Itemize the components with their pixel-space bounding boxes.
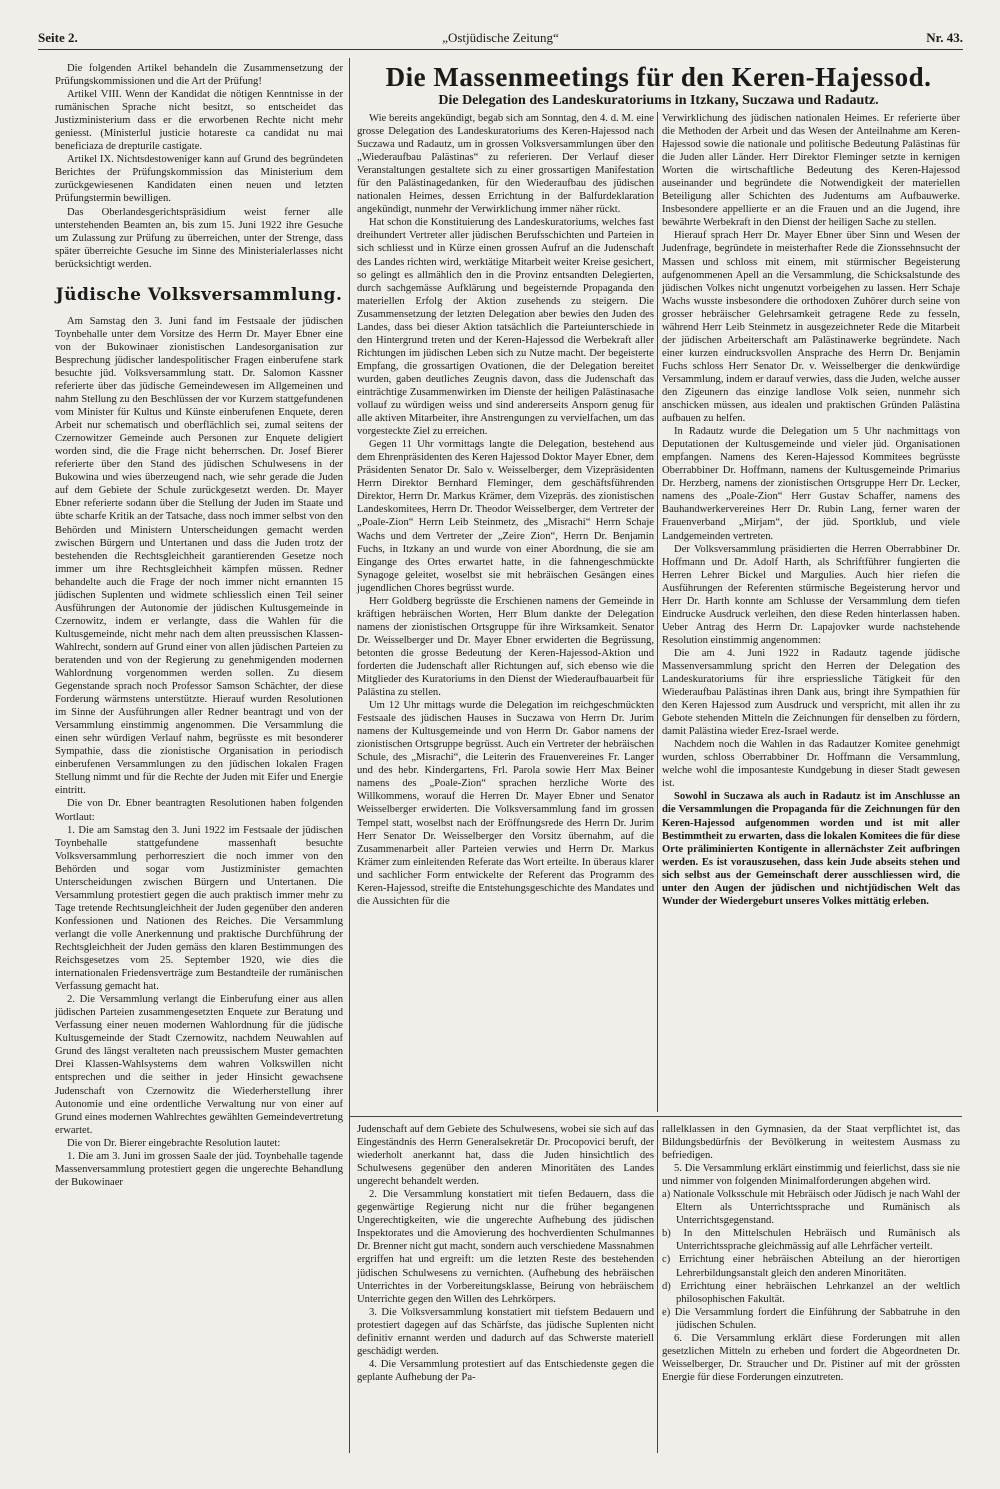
- paragraph: Die am 4. Juni 1922 in Radautz tagende jüdische Massenversammlung spricht den Herren der Delegation des Landeskuratoriums für ihre erspriessliche Tätigkeit für den Wiederaufbau Palästinas ihren Dank aus, bringt ihre Sympathien für den Keren Hajessod zum Ausdruck und verspricht, mit allen ihr zu Gebote stehenden Mitteln die Zeichnungen für denselben zu fördern, damit Palästina wieder Erez-Israel werde.: [662, 647, 960, 738]
- paragraph: In Radautz wurde die Delegation um 5 Uhr nachmittags von Deputationen der Kultusgemeinde und vieler jüd. Organisationen empfangen. Namens des Keren-Hajessod Kommitees begrüsste Oberrabbiner Dr. Hoffmann, namens der Kultusgemeinde Primarius Dr. Herzberg, namens der zionistischen Ortsgruppe Herr Dr. Lecker, namens des „Poale-Zion“ Herr Gustav Schaffer, namens des Bauhandwerkervereines Herr Dr. Rubin Lang, ferner waren der Frauenverband „Mirjam“, der jüd. Sportklub, und viele Landgemeinden vertreten.: [662, 426, 960, 542]
- paragraph: Um 12 Uhr mittags wurde die Delegation im reichgeschmückten Festsaale des jüdischen Hauses in Suczawa von Herrn Dr. Jurim namens der Kultusgemeinde und von Herrn Dr. Gabor namens der zionistischen Ortsgruppe begrüsst. Auch ein Vertreter der hebräischen Schule, des „Misrachi“, die Leiterin des Frauenvereines Fr. Langer und des hebr. Kindergartens, Frl. Parola sowie Herr Max Beiner namens des „Poale-Zion“ sprachen herzliche Worte des Willkommens, worauf die Herren Dr. Mayer Ebner und Senator Weisselberger erwiderten. Die Volksversammlung fand im grossen Tempel statt, woselbst nach der Eröffnungsrede des Herrn Dr. Jurim Herr Senator Dr. Weisselberger den Vorsitz übernahm, auf die Zusammenarbeit aller Parteien verwies und Herrn Dr. Markus Krämer zum einleitenden Referate das Wort erteilte. In überaus klarer und sachlicher Form entwickelte der Referent das Programm des Keren-Hajessod, streifte die Entstehungsgeschichte des Mandates und die Aussichten für die: [357, 700, 654, 907]
- demands-list: [662, 1188, 960, 1332]
- paragraph: Verwirklichung des jüdischen nationalen Heimes. Er referierte über die Methoden der Arbeit und das Wesen der Anteilnahme am Keren-Hajessod sowie die nationale und politische Bedeutung Palästinas für die Juden aller Länder. Herr Direktor Fleminger setzte in kernigen Worten die wirtschaftliche Bedeutung des Keren-Hajessod auseinander und begründete die Notwendigkeit der materiellen Beteiligung aller Schichten des Judentums am Aufbauwerke. Insbesondere appellierte er an die Frauen und an die Jugend, ihre bewährte Werbekraft in den Dienst der heiligen Sache zu stellen.: [662, 113, 960, 229]
- paragraph: Das Oberlandesgerichtspräsidium weist ferner alle unterstehenden Beamten an, bis zum 15. Juni 1922 ihre Gesuche um Zulassung zur Prüfung zu überreichen, unter der Strenge, dass später überreichte Gesuche im Sinne des Ministerialerlasses nicht berücksichtigt werden.: [55, 206, 343, 270]
- paragraph: 2. Die Versammlung verlangt die Einberufung einer aus allen jüdischen Parteien zusammengesetzten Enquete zur Beratung und Verfassung einer neuen modernen Wahlordnung für die jüdische Kultusgemeinde der Stadt Czernowitz, nachdem Neuwahlen auf Grund des längst veralteten nach preussischem Muster gemachten Drei Klassen-Wahlsystems dem wahren Volkswillen nicht entsprechen und die seither in jeder Hinsicht gewachsene Judenschaft von Czernowitz die Wiederherstellung ihrer Autonomie und eine ordentliche Verwaltung nur von einer auf Grund eines modernen Wahlrechtes gewählten Gemeindevertretung erwartet.: [55, 994, 343, 1136]
- paragraph: Gegen 11 Uhr vormittags langte die Delegation, bestehend aus dem Ehrenpräsidenten des Keren Hajessod Doktor Mayer Ebner, dem Präsidenten Senator Dr. Salo v. Weisselberger, dem Vizepräsidenten Herrn Direktor Bernhard Fleminger, dem geschäftsführenden Direktor, Herrn Dr. Markus Krämer, dem Vizepräs. des zionistischen Landeskomitees, Herrn Dr. Theodor Weisselberger, dem Vertreter der „Poale-Zion“ Herrn Leib Steinmetz, des „Misrachi“ Herrn Schaje Wachs und dem Vertreter der „Zeire Zion“, Herrn Dr. Benjamin Fuchs, in Itzkany an und wurde von einer Abordnung, die sie am Eingange des Ortes erwartet hatte, in die fahnengeschmückte Synagoge geleitet, woselbst sie mit hebräischen Gesängen eines jugendlichen Chores begrüsst wurde.: [357, 439, 654, 594]
- paragraph: Nachdem noch die Wahlen in das Radautzer Komitee genehmigt wurden, schloss Oberrabbiner Dr. Hoffmann die Versammlung, welche wohl die imposanteste Kundgebung in dieser Stadt gewesen ist.: [662, 739, 960, 790]
- page-header: [38, 30, 963, 50]
- list-item: a) Nationale Volksschule mit Hebräisch oder Jüdisch je nach Wahl der Eltern als Unterrichtssprache und Rumänisch als Unterrichtsgegenstand.: [662, 1189, 960, 1227]
- header-rule: [38, 49, 963, 50]
- column-divider-right-lower: [657, 1120, 658, 1453]
- paragraph: Sowohl in Suczawa als auch in Radautz ist im Anschlusse an die Versammlungen die Propaganda für die Zeichnungen für den Keren-Hajessod aufgenommen worden und ist mit aller Bestimmtheit zu erwarten, dass die lokalen Komitees die für diese Orte präliminierten Kontigente in allernächster Zeit aufbringen werden. Es ist vorauszusehen, dass kein Jude abseits stehen und sich selbst aus der Gemeinschaft derer ausschliessen wird, die unter den Augen der jüdischen und nichtjüdischen Welt das Wunder der Wiedergeburt unseres Volkes mittätig erleben.: [662, 791, 960, 907]
- column-2-lower: [357, 1123, 654, 1384]
- list-item: e) Die Versammlung fordert die Einführung der Sabbatruhe in den jüdischen Schulen.: [662, 1306, 960, 1331]
- paragraph: Der Volksversammlung präsidierten die Herren Oberrabbiner Dr. Hoffmann und Dr. Adolf Harth, als Schriftführer fungierten die Herren Lehrer Bickel und Margulies. Auch hier riefen die Ausführungen der Referenten stürmische Begeisterung hervor und Herr Dr. Harth konnte am Schlusse der Versammlung dem tiefen Eindrucke Ausdruck verleihen, den diese Reden hinterlassen haben. Ueber Antrag des Herrn Dr. Lapajovker wurde nachstehende Resolution einstimmig angenommen:: [662, 543, 960, 646]
- paragraph: rallelklassen in den Gymnasien, da der Staat verpflichtet ist, das Bildungsbedürfnis der Bevölkerung in weitestem Ausmass zu befriedigen.: [662, 1124, 960, 1162]
- paragraph: 2. Die Versammlung konstatiert mit tiefen Bedauern, dass die gegenwärtige Regierung nicht nur die früher begangenen Ungerechtigkeiten, wie die ungerechte Aufhebung des jüdischen Inspektorates und die Amovierung des hochverdienten Schulmannes Dr. Brenner nicht gut macht, sondern auch verschiedene Massnahmen ergriffen hat und ergreift: um die letzten Reste des bestehenden jüdischen Schulwesens zu vernichten. (Aufhebung des hebräischen Unterrichtes in der Vorbereitungsklasse, Beirung von hebräischem Unterrichte gegen den Willen des Lehrkörpers.: [357, 1189, 654, 1305]
- paragraph: Judenschaft auf dem Gebiete des Schulwesens, wobei sie sich auf das Eingeständnis des Herrn Generalsekretär Dr. Procopovici beruft, der wiederholt anerkannt hat, dass die Juden hinsichtlich des Schulwesens gegenüber den anderen Minoritäten des Landes ungerecht behandelt werden.: [357, 1124, 654, 1188]
- section-title: Jüdische Volksversammlung.: [55, 284, 343, 305]
- paragraph: 4. Die Versammlung protestiert auf das Entschiedenste gegen die geplante Aufhebung der Pa-: [357, 1358, 654, 1383]
- paragraph: Die von Dr. Bierer eingebrachte Resolution lautet:: [67, 1137, 281, 1149]
- paragraph: Herr Goldberg begrüsste die Erschienen namens der Gemeinde in kräftigen hebräischen Worten, Herr Blum dankte der Delegation namens der zionistischen Ortsgruppe für ihre Wirksamkeit. Senator Dr. Weisselberger und Dr. Mayer Ebner erwiderten die Begrüssung, betonten die grosse Bedeutung der Keren-Hajessod-Aktion und forderten die Judenschaft aller Richtungen auf, sich ebenso wie die Mitglieder des Kuratoriums in den Dienst der Wiederaufbauarbeit für Palästina zu stellen.: [357, 595, 654, 699]
- paragraph: Wie bereits angekündigt, begab sich am Sonntag, den 4. d. M. eine grosse Delegation des Landeskuratoriums des Keren-Hajessod nach Suczawa und Radautz, um in grossen Volksversammlungen über den „Wiederaufbau Palästinas“ zu referieren. Der Verlauf dieser Veranstaltungen gestaltete sich zu einer grossartigen Manifestation für den Palästinagedanken, für den Wiederaufbau des jüdischen nationalen Heimes, dessen Errichtung in der Balfurdeklaration angekündigt, nunmehr der Verwirklichung immer näher rückt.: [357, 113, 654, 216]
- list-item: d) Errichtung einer hebräischen Lehrkanzel an der weltlich philosophischen Fakultät.: [662, 1280, 960, 1305]
- article-divider: [350, 1116, 962, 1117]
- article-subheadline: Die Delegation des Landeskuratoriums in Itzkany, Suczawa und Radautz.: [438, 93, 879, 108]
- column-divider-left: [349, 58, 350, 1453]
- column-3: [662, 112, 960, 908]
- paragraph: 1. Die am 3. Juni im grossen Saale der jüd. Toynbehalle tagende Massenversammlung protestiert gegen die ungerechte Behandlung der Bukowinaer: [55, 1150, 343, 1188]
- paragraph: 3. Die Volksversammlung konstatiert mit tiefstem Bedauern und protestiert dagegen auf das Schärfste, das jüdische Suplenten nicht definitiv ernannt werden und dadurch auf das Schwerste materiell geschädigt werden.: [357, 1306, 654, 1357]
- paragraph: Die von Dr. Ebner beantragten Resolutionen haben folgenden Wortlaut:: [55, 798, 343, 823]
- newspaper-title: „Ostjüdische Zeitung“: [442, 30, 559, 45]
- paragraph: 1. Die am Samstag den 3. Juni 1922 im Festsaale der jüdischen Toynbehalle stattgefundene massenhaft besuchte Volksversammlung perhorresziert die noch immer von den Behörden und sogar vom Justizminister gemachten Unterscheidungen zwischen Bürgern und Untertanen. Die Versammlung protestiert gegen die auch praktisch immer mehr zu Tage tretende Rechtsungleichheit der Juden gegenüber den anderen Konfessionen und Nationen des Reiches. Die Versammlung verlangt die volle Anerkennung und praktische Durchführung der Rechtsgleichheit der Juden gemäss den klaren Bestimmungen des Reichsgesetzes vom 25. September 1920, wie dies die internationalen Friedensverträge zum Bestandteile der rumänischen Verfassung gemacht hat.: [55, 824, 343, 993]
- paragraph: Artikel VIII. Wenn der Kandidat die nötigen Kenntnisse in der rumänischen Sprache nicht besitzt, so entscheidet das Justizministerium dass er die erworbenen Rechte nicht mehr geniesst. (Ministerlul justicie hotareste ca candidat nu mai beneficiaza de drepturile castigate.: [55, 89, 343, 153]
- page-number: Seite 2.: [38, 30, 78, 45]
- column-2: [357, 112, 654, 908]
- column-divider-right-upper: [657, 112, 658, 1112]
- column-1: [55, 62, 343, 1189]
- article-headline: Die Massenmeetings für den Keren-Hajessod.: [385, 62, 932, 92]
- paragraph: Am Samstag den 3. Juni fand im Festsaale der jüdischen Toynbehalle unter dem Vorsitze des Herrn Dr. Mayer Ebner eine von der Bukowinaer zionistischen Landesorganisation zur Besprechung jüdischer landespolitischer Fragen einberufene stark besuchte jüd. Volksversammlung statt. Dr. Salomon Kassner referierte über das jüdische Gemeindewesen im Allgemeinen und nahm Stellung zu den Beschlüssen der vor Kurzem stattgefundenen vom Minister für Kultus und Künste einberufenen Enquete, deren Arbeit nur schematisch und oberflächlich sei, zumal seitens der Czernowitzer Gemeinde auch Personen zur Enquete deligiert worden sind, die die Frage nicht beherrschen. Dr. Josef Bierer referierte über den Stand des jüdischen Schulwesens in der Bukowina und wies überzeugend nach, wie sehr gerade die Juden auf dem Gebiete der Schule zurückgesetzt werden. Dr. Mayer Ebner referierte sodann über die Stellung der Juden im Staate und übte scharfe Kritik an der Tatsache, dass noch immer selbst von den Behörden und Ministern Unterscheidungen gemacht werden zwischen Bürgern und Untertanen und dass die Juden trotz der bestehenden die Rechtsgleichheit garantierenden Gesetze noch immer um ihre Rechtsgleichheit kämpfen müssen. Redner behandelte auch die Frage der noch immer nicht ernannten 15 jüdischen Suplenten und widmete schliesslich einen Teil seiner Ausführungen der Autonomie der jüdischen Kultusgemeinde in Czernowitz, indem er verlangte, dass die Wahlen für die Kultusgemeinde, nicht mehr nach dem alten preussischen Klassen-Wahlrecht, sondern auf Grund einer von allen jüdischen Parteien zu beratenden und von der Regierung zu genehmigenden modernen Wahlordnung vorgenommen werden sollen. Zu diesem Gegenstande sprach noch Professor Samson Schächter, der diese Forderung wärmstens unterstützte. Hierauf wurden Resolutionen im Sinne der Ausführungen aller Redner beantragt und von der Versammlung einstimmig angenommen. Die Versammlung die einen sehr würdigen Verlauf nahm, begrüsste es mit besonderer Sympathie, dass die zionistische Organisation in periodisch einberufenen Versammlungen zu den jüdischen lokalen Fragen Stellung nimmt und für die Rechte der Juden mit Eifer und Energie eintritt.: [55, 315, 343, 797]
- paragraph: 6. Die Versammlung erklärt diese Forderungen mit allen gesetzlichen Mitteln zu erheben und fordert die Abgeordneten Dr. Weisselberger, Dr. Straucher und Dr. Pistiner auf mit der grössten Energie für diese Forderungen einzutreten.: [662, 1332, 960, 1383]
- paragraph: Die folgenden Artikel behandeln die Zusammensetzung der Prüfungskommissionen und die Art der Prüfung!: [55, 63, 343, 88]
- paragraph: Hat schon die Konstituierung des Landeskuratoriums, welches fast dreihundert Vertreter aller jüdischen Berufsschichten und Parteien in sich schliesst und in Kürze einen grossen Aufruf an die Judenschaft des Landes richten wird, werktätige Mitarbeit weiter Kreise gesichert, so gelingt es allmählich den in die Provinz entsandten Delegierten, durch sachgemässe Aufklärung und begeisternde Propaganda den materiellen Erfolg der Aktion zusehends zu steigern. Die Zusammensetzung der letzten Delegation aber bewies den Juden des Landes, dass bei dieser Aktion tatsächlich die Parteiunterschiede in den Hintergrund treten und der Keren-Hajessod die Werbekraft aller Richtungen im jüdischen Leben sich zu Nutze macht. Der begeisterte Empfang, die grossartigen Ovationen, die der Delegation bereitet wurden, gaben deutliches Zeugnis davon, dass die Judenschaft das einträchtige Zusammenwirken im Dienste der heiligen Palästinasache vollauf zu würdigen weiss und sind andererseits Ansporn genug für alle aktiven Mitarbeiter, ihre Anstrengungen zu vervielfachen, um das vorgesteckte Ziel zu erreichen.: [357, 217, 654, 438]
- list-item: c) Errichtung einer hebräischen Abteilung an der hierortigen Lehrerbildungsanstalt gleich den anderen Minoritäten.: [662, 1254, 960, 1279]
- paragraph: 5. Die Versammlung erklärt einstimmig und feierlichst, dass sie nie und nimmer von folgenden Minimalforderungen abgehen wird.: [662, 1163, 960, 1188]
- paragraph: Artikel IX. Nichtsdestoweniger kann auf Grund des begründeten Berichtes der Prüfungskommission das Ministerium dem zurückgewiesenen Kandidaten einen neuen und letzten Prüfungstermin bewilligen.: [55, 154, 343, 205]
- issue-number: Nr. 43.: [926, 30, 963, 45]
- column-3-lower: [662, 1123, 960, 1384]
- paragraph: Hierauf sprach Herr Dr. Mayer Ebner über Sinn und Wesen der Judenfrage, begründete in meisterhafter Rede die Zionssehnsucht der Massen und schloss mit einem, mit stürmischer Begeisterung aufgenommenen Apell an die Versammlung, die Schicksalstunde des jüdischen Volkes nicht ungenutzt vorbeigehen zu lassen. Herr Schaje Wachs wusste insbesondere die orthodoxen Zuhörer durch seine von grosser hebräischer Gelehrsamkeit getragene Rede zu fesseln, während Herr Leib Steinmetz in ausgezeichneter Rede die Mitarbeit der jüdischen Arbeiterschaft am Palästinawerke begründete. Nach einer kurzen eindrucksvollen Ansprache des Herrn Dr. Benjamin Fuchs schloss Herr Senator Dr. v. Weisselberger die denkwürdige Versammlung, indem er darauf verwies, dass die Juden, welche ausser den Zigeunern das einzige landlose Volk seien, nunmehr sich anschicken müssen, aus idealen und praktischen Gründen Palästina aufbauen zu helfen.: [662, 230, 960, 425]
- list-item: b) In den Mittelschulen Hebräisch und Rumänisch als Unterrichtssprache gleichmässig auf alle Lehrfächer verteilt.: [662, 1228, 960, 1253]
